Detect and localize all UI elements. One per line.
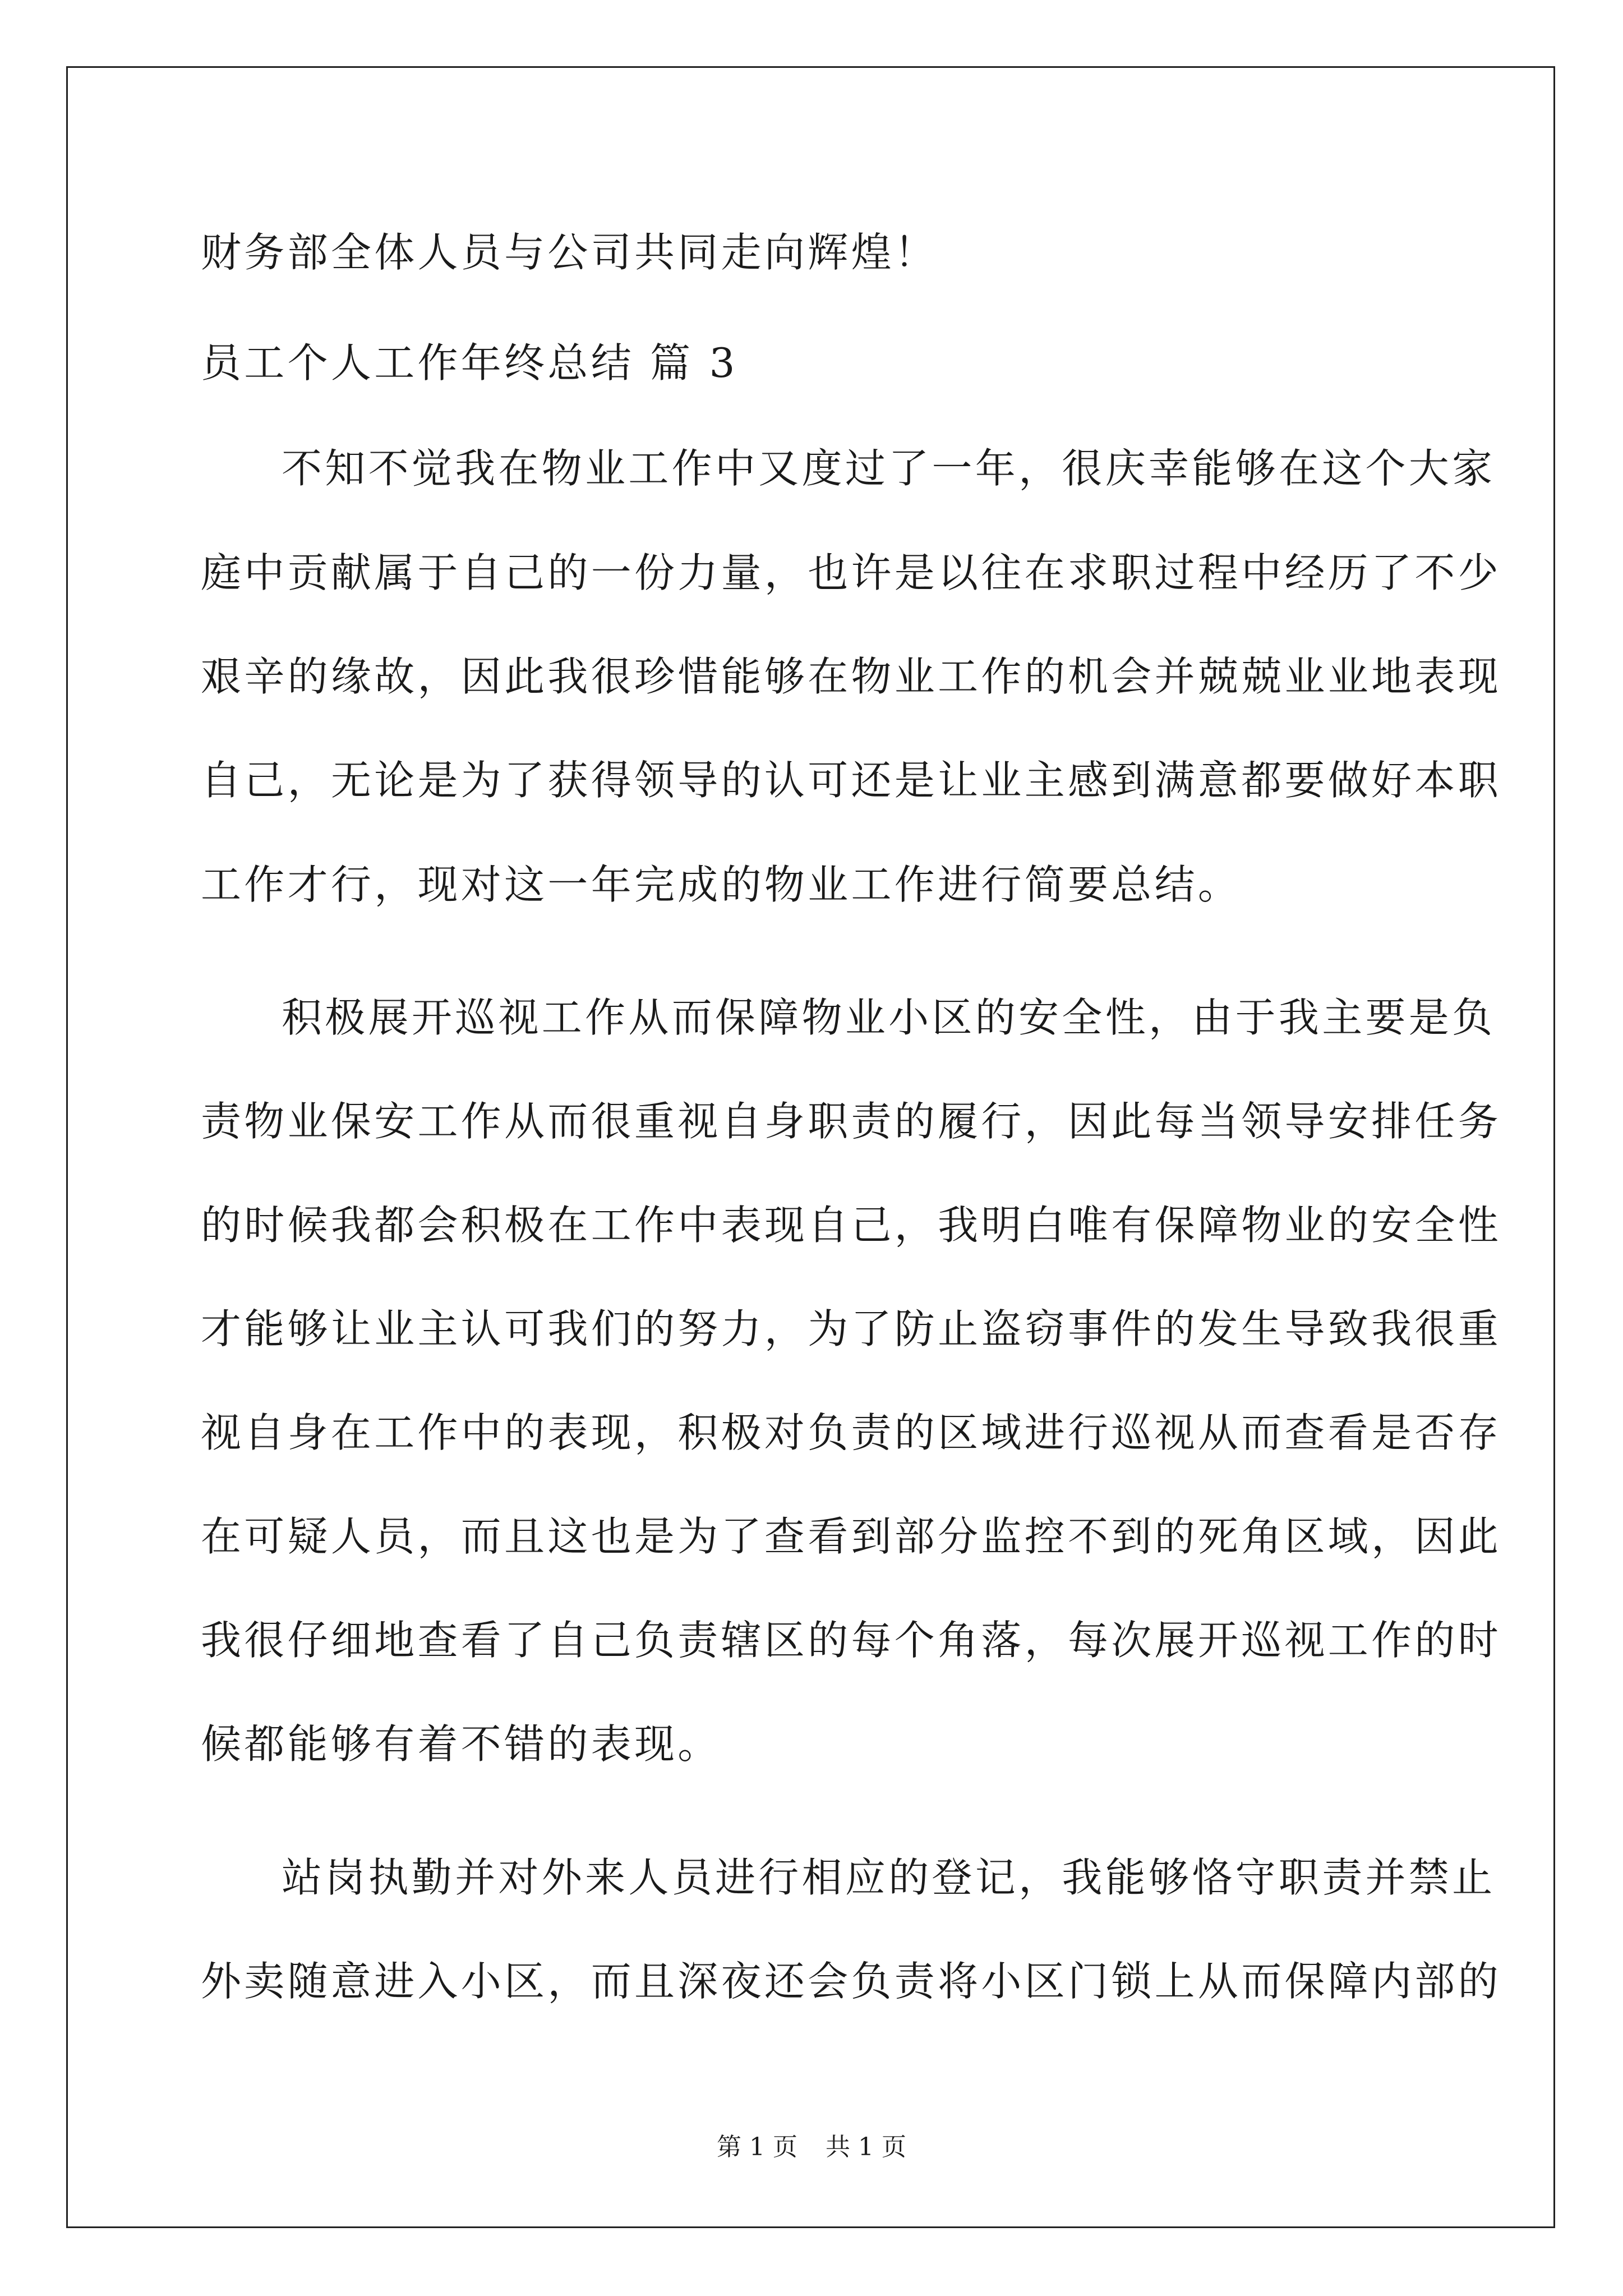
page-number: 第 1 页 <box>717 2133 797 2161</box>
closing-line: 财务部全体人员与公司共同走向辉煌！ <box>201 229 938 276</box>
section-heading: 员工个人工作年终总结 篇 3 <box>201 339 738 386</box>
paragraph-1-line-5: 工作才行，现对这一年完成的物业工作进行简要总结。 <box>201 861 1242 908</box>
paragraph-2-line-2: 责物业保安工作从而很重视自身职责的履行，因此每当领导安排任务 <box>201 1098 1502 1145</box>
page-border <box>66 66 1555 2228</box>
paragraph-2-line-8: 候都能够有着不错的表现。 <box>201 1720 721 1768</box>
paragraph-2-line-6: 在可疑人员，而且这也是为了查看到部分监控不到的死角区域，因此 <box>201 1513 1502 1560</box>
page-footer <box>0 2135 1623 2160</box>
paragraph-1-line-1: 不知不觉我在物业工作中又度过了一年，很庆幸能够在这个大家 <box>282 445 1496 492</box>
paragraph-1-line-4: 自己，无论是为了获得领导的认可还是让业主感到满意都要做好本职 <box>201 757 1502 804</box>
paragraph-2-line-5: 视自身在工作中的表现，积极对负责的区域进行巡视从而查看是否存 <box>201 1409 1502 1456</box>
paragraph-3-line-2: 外卖随意进入小区，而且深夜还会负责将小区门锁上从而保障内部的 <box>201 1958 1502 2005</box>
paragraph-2-line-7: 我很仔细地查看了自己负责辖区的每个角落，每次展开巡视工作的时 <box>201 1617 1502 1664</box>
paragraph-2-line-4: 才能够让业主认可我们的努力，为了防止盗窃事件的发生导致我很重 <box>201 1305 1502 1352</box>
paragraph-1-line-2: 庭中贡献属于自己的一份力量，也许是以往在求职过程中经历了不少 <box>201 549 1502 596</box>
paragraph-1-line-3: 艰辛的缘故，因此我很珍惜能够在物业工作的机会并兢兢业业地表现 <box>201 653 1502 700</box>
total-pages: 共 1 页 <box>826 2133 906 2161</box>
paragraph-2-line-3: 的时候我都会积极在工作中表现自己，我明白唯有保障物业的安全性 <box>201 1202 1502 1249</box>
paragraph-2-line-1: 积极展开巡视工作从而保障物业小区的安全性，由于我主要是负 <box>282 994 1496 1041</box>
paragraph-3-line-1: 站岗执勤并对外来人员进行相应的登记，我能够恪守职责并禁止 <box>282 1854 1496 1901</box>
